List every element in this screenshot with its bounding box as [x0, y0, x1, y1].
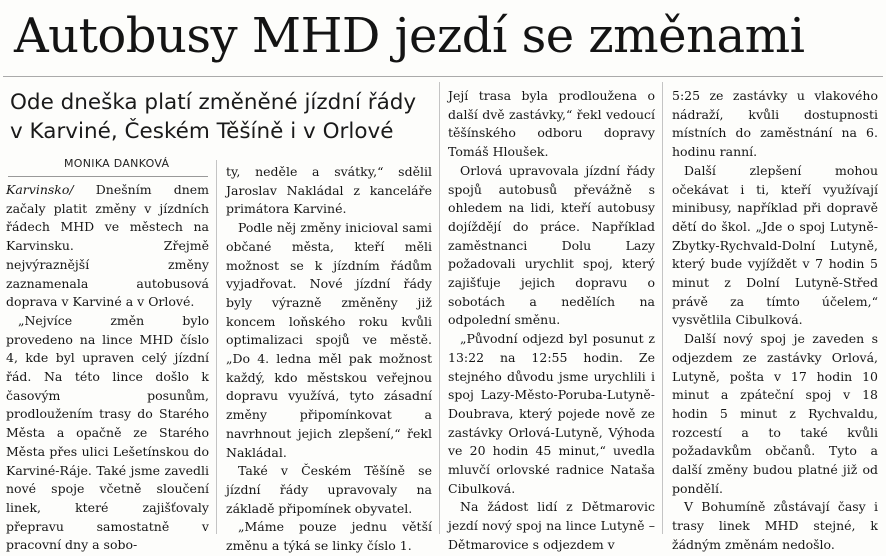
paragraph: Její trasa byla prodloužena o další dvě zastávky,“ řekl vedoucí těšínského odboru dopravy Tomáš Hloušek. — [448, 88, 655, 160]
paragraph-text: Dnešním dnem začaly platit změny v jízdních řádech MHD ve městech na Karvinsku. Zřejmě nejvýraznější změny zaznamenala autobusová doprava v Karviné a v Orlové. — [6, 182, 209, 310]
paragraph: „Nejvíce změn bylo provedeno na lince MHD číslo 4, kde byl upraven celý jízdní řád. Na této lince došlo k časovým posunům, prodloužením trasy do Starého Města a opačně ze Starého Města přes ulici Lešetínskou do Karviné-Ráje. Také jsme zavedli nové spoje včetně sloučení linek, které zajišťovaly přepravu samostatně v pracovní dny a sobo- — [6, 312, 209, 553]
column-rule — [216, 160, 217, 534]
article-column-2 — [226, 163, 432, 556]
headline: Autobusy MHD jezdí se změnami — [14, 8, 805, 64]
paragraph: Další zlepšení mohou očekávat i ti, kteří využívají minibusy, například při dopravě dětí do škol. „Jde o spoj Lutyně-Zbytky-Rychvald-Dolní Lutyně, který bude vyjíždět v 7 hodin 5 minut z Dolní Lutyně-Střed právě za tímto účelem,“ vysvětlila Cibulková. — [672, 162, 878, 328]
subheadline-line: v Karviné, Českém Těšíně i v Orlové — [10, 119, 394, 144]
paragraph — [6, 181, 209, 312]
article-column-4 — [672, 87, 878, 555]
dateline: Karvinsko/ — [6, 182, 74, 197]
paragraph: V Bohumíně zůstávají časy i trasy linek MHD stejné, k žádným změnám nedošlo. — [672, 499, 878, 552]
paragraph: „Původní odjezd byl posunut z 13:22 na 12:55 hodin. Ze stejného důvodu jsme urychlili i spoj Lazy-Město-Poruba-Lutyně-Doubrava, který pojede nově ze zastávky Orlová-Lutyně, Výhoda ve 20 hodin 45 minut,“ uvedla mluvčí orlovské radnice Nataša Cibulková. — [448, 331, 655, 496]
headline-rule — [3, 76, 883, 77]
article-column-1 — [6, 181, 209, 555]
paragraph: Podle něj změny inicioval sami občané města, kteří měli možnost se k jízdním řádům vyjadřovat. Nové jízdní řády byly výrazně změněny již koncem loňského roku kvůli optimalizaci spojů ve městě. „Do 4. ledna měl pak možnost každý, kdo městskou veřejnou dopravu využívá, tyto zásadní změny připomínkovat a navrhnout jejich zlepšení,“ řekl Nakládal. — [226, 220, 432, 460]
column-rule — [439, 82, 440, 534]
paragraph: ty, neděle a svátky,“ sdělil Jaroslav Nakládal z kanceláře primátora Karviné. — [226, 164, 432, 217]
paragraph: Na žádost lidí z Dětmarovic jezdí nový spoj na lince Lutyně – Dětmarovice s odjezdem v — [448, 499, 655, 552]
article-column-3 — [448, 87, 655, 555]
paragraph: Také v Českém Těšíně se jízdní řády upravovaly na základě připomínek obyvatel. — [226, 463, 432, 516]
paragraph: „Máme pouze jednu větší změnu a týká se linky číslo 1. — [226, 519, 432, 554]
paragraph: Další nový spoj je zaveden s odjezdem ze zastávky Orlová, Lutyně, pošta v 17 hodin 10 minut a zpáteční spoj v 18 hodin 5 minut z Rychvaldu, rozcestí a to také kvůli požadavkům občanů. Tyto a další změny budou platné již od pondělí. — [672, 331, 878, 496]
paragraph: 5:25 ze zastávky u vlakového nádraží, kvůli dostupnosti místních do zaměstnání na 6. hodinu ranní. — [672, 88, 878, 160]
byline: MONIKA DANKOVÁ — [64, 157, 170, 170]
byline-rule — [8, 176, 208, 177]
column-rule — [662, 82, 663, 534]
subheadline-line: Ode dneška platí změněné jízdní řády — [10, 90, 417, 115]
paragraph: Orlová upravovala jízdní řády spojů autobusů převážně s ohledem na lidi, kteří autobusy dojíždějí do práce. Například zaměstnanci Dolu Lazy požadovali urychlit spoj, který zajišťuje jejich dopravu o sobotách a nedělích na odpolední směnu. — [448, 162, 655, 328]
subheadline — [10, 88, 430, 146]
